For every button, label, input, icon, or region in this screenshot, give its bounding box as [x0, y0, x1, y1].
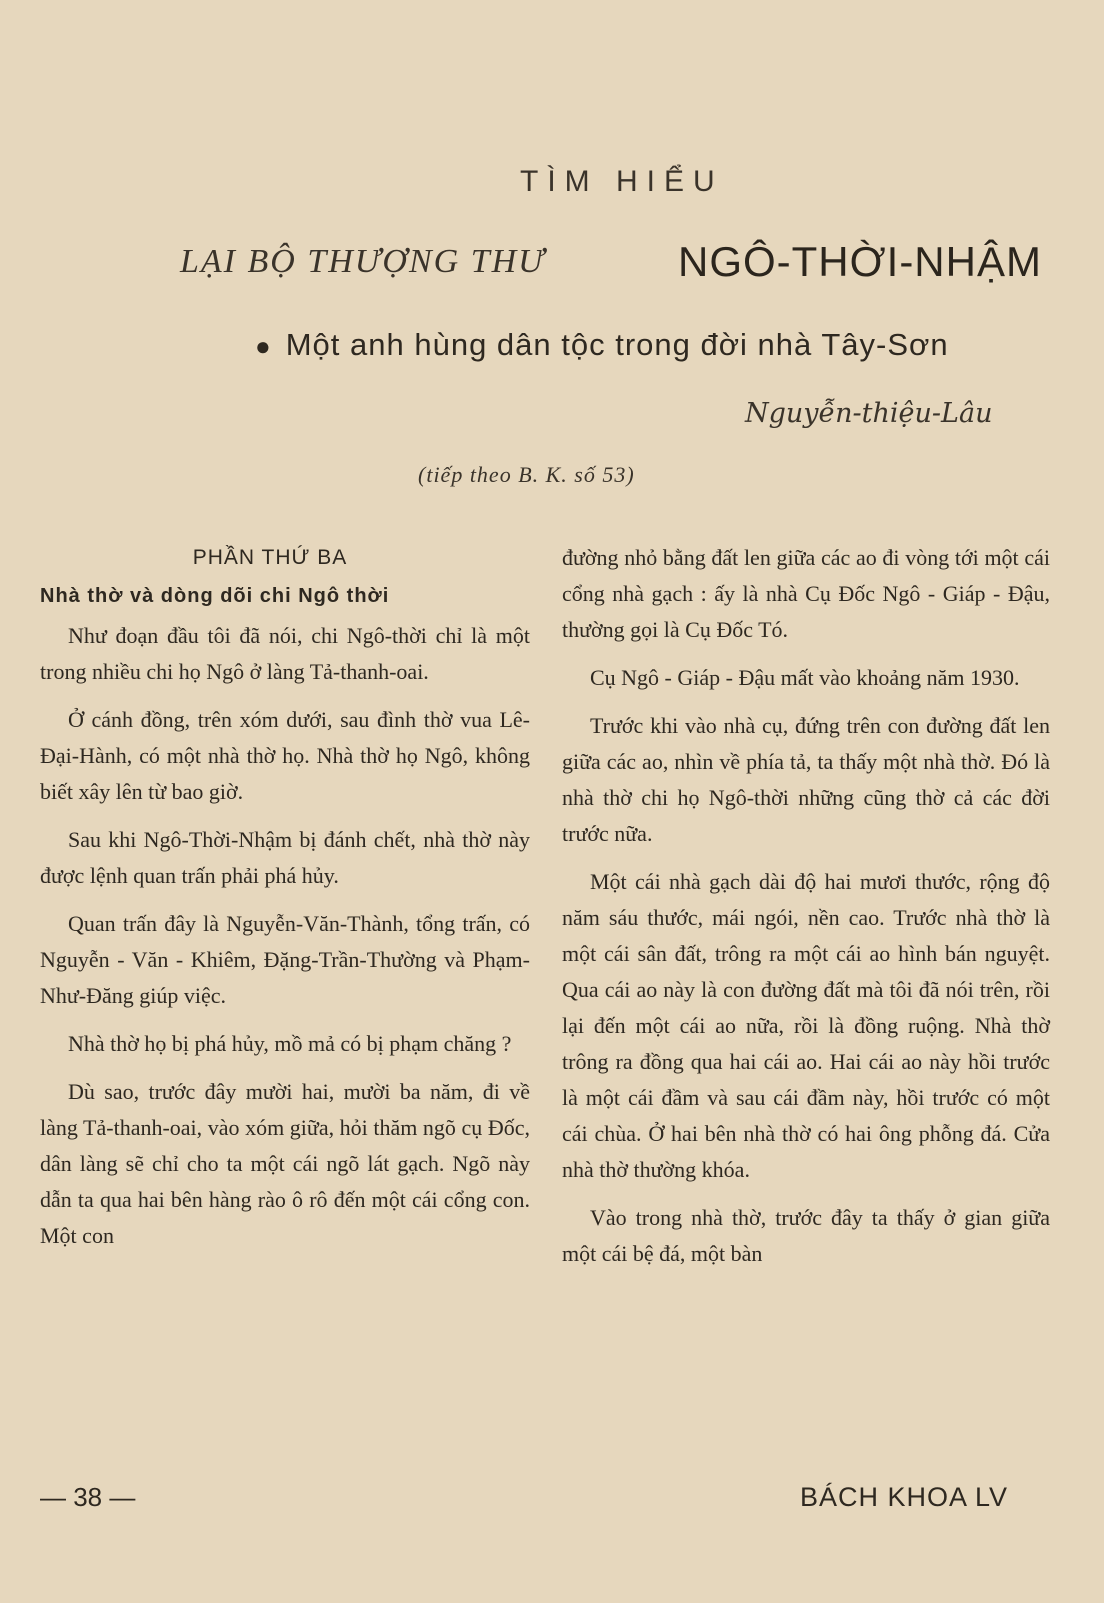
paragraph: Vào trong nhà thờ, trước đây ta thấy ở gian giữa một cái bệ đá, một bàn — [562, 1205, 1050, 1266]
supertitle: TÌM HIỂU — [520, 165, 724, 198]
paragraph: Dù sao, trước đây mười hai, mười ba năm, đi về làng Tả-thanh-oai, vào xóm giữa, hỏi thăm ngõ cụ Đốc, dân làng sẽ chỉ cho ta một cái ngõ lát gạch. Ngõ này dẫn ta qua hai bên hàng rào ô rô đến một cái cổng con. Một con — [40, 1079, 530, 1248]
right-column — [562, 540, 1050, 1284]
left-column — [40, 540, 530, 1266]
paragraph: đường nhỏ bằng đất len giữa các ao đi vòng tới một cái cổng nhà gạch : ấy là nhà Cụ Đốc Ngô - Giáp - Đậu, thường gọi là Cụ Đốc Tó. — [562, 545, 1050, 642]
paragraph: Sau khi Ngô-Thời-Nhậm bị đánh chết, nhà thờ này được lệnh quan trấn phải phá hủy. — [40, 827, 530, 888]
section-heading: PHẦN THỨ BA — [192, 546, 348, 569]
subtitle — [255, 327, 949, 363]
bullet-icon: ● — [255, 331, 272, 361]
title-name: NGÔ-THỜI-NHẬM — [678, 238, 1042, 285]
paragraph: Quan trấn đây là Nguyễn-Văn-Thành, tổng trấn, có Nguyễn - Văn - Khiêm, Đặng-Trần-Thường và Phạm-Như-Đăng giúp việc. — [40, 911, 530, 1008]
paragraph: Cụ Ngô - Giáp - Đậu mất vào khoảng năm 1930. — [590, 665, 1020, 690]
section-subheading: Nhà thờ và dòng dõi chi Ngô thời — [40, 585, 390, 607]
paragraph: Một cái nhà gạch dài độ hai mươi thước, rộng độ năm sáu thước, mái ngói, nền cao. Trước nhà thờ là một cái sân đất, trông ra một cái ao hình bán nguyệt. Qua cái ao này là con đường đất mà tôi đã nói trên, rồi lại đến một cái ao nữa, rồi là đồng ruộng. Nhà thờ trông ra đồng qua hai cái ao. Hai cái ao này hồi trước là một cái đầm và sau cái đầm này, hồi trước có một cái chùa. Ở hai bên nhà thờ có hai ông phỗng đá. Cửa nhà thờ thường khóa. — [562, 869, 1050, 1182]
paragraph: Như đoạn đầu tôi đã nói, chi Ngô-thời chỉ là một trong nhiều chi họ Ngô ở làng Tả-thanh-oai. — [40, 623, 530, 684]
title-rank: LẠI BỘ THƯỢNG THƯ — [180, 243, 546, 280]
subtitle-text: Một anh hùng dân tộc trong đời nhà Tây-Sơn — [285, 327, 949, 362]
author-signature: Nguyễn-thiệu-Lâu — [745, 398, 993, 429]
continuation-note: (tiếp theo B. K. số 53) — [418, 462, 635, 487]
page-number: — 38 — — [40, 1482, 136, 1512]
paragraph: Trước khi vào nhà cụ, đứng trên con đường đất len giữa các ao, nhìn về phía tả, ta thấy một nhà thờ. Đó là nhà thờ chi họ Ngô-thời những cũng thờ cả các đời trước nữa. — [562, 713, 1050, 846]
publication-name: BÁCH KHOA LV — [800, 1482, 1009, 1512]
paragraph: Nhà thờ họ bị phá hủy, mồ mả có bị phạm chăng ? — [68, 1031, 512, 1056]
paragraph: Ở cánh đồng, trên xóm dưới, sau đình thờ vua Lê-Đại-Hành, có một nhà thờ họ. Nhà thờ họ Ngô, không biết xây lên từ bao giờ. — [40, 707, 530, 804]
